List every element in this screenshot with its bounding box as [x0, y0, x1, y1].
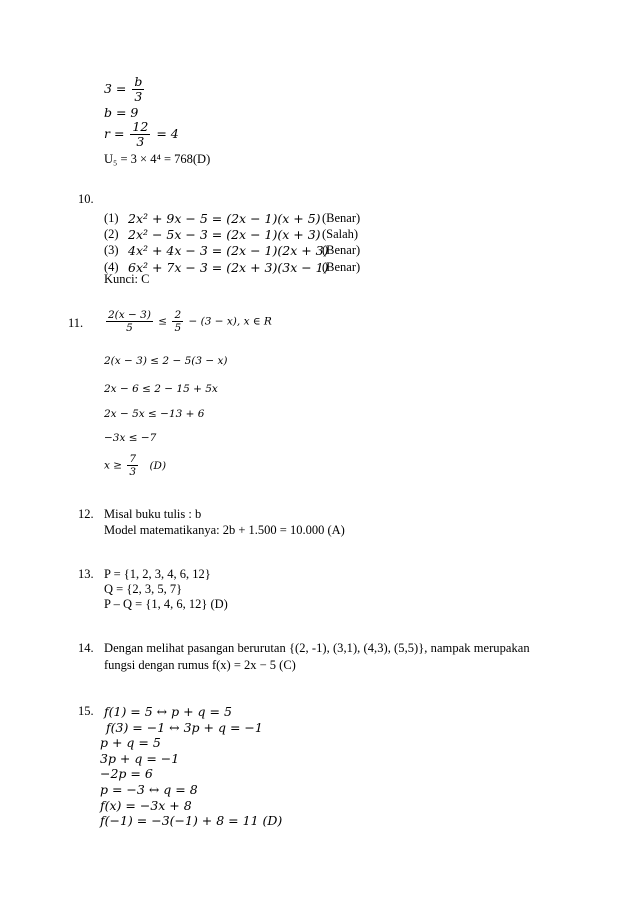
s10-item-label: (1)	[104, 211, 119, 225]
s9-l3-rhs: = 4	[156, 126, 179, 141]
s10-kunci: Kunci: C	[104, 272, 150, 286]
s11-line-5: −3x ≤ −7	[104, 432, 157, 444]
s11-l6-fraction	[127, 453, 138, 478]
s11-l1-relation: ≤	[158, 315, 168, 328]
s14-number: 14.	[78, 641, 94, 655]
s10-item-equation: 6x² + 7x − 3 = (2x + 3)(3x − 1)	[128, 259, 329, 275]
s9-l1-numerator: b	[134, 74, 143, 89]
s14-line-1: Dengan melihat pasangan berurutan {(2, -1), (3,1), (4,3), (5,5)}, nampak merupakan	[104, 641, 530, 655]
s10-number: 10.	[78, 192, 94, 206]
s15-line: f(1) = 5 ↔ p + q = 5	[104, 704, 232, 719]
s11-l1-rest: − (3 − x), x ∈ R	[188, 315, 272, 328]
s9-l3-numerator: 12	[132, 119, 149, 134]
s11-l1-denominator-b: 5	[174, 322, 182, 334]
s11-l1-fraction-a	[106, 309, 153, 334]
s11-l6-answer: (D)	[149, 459, 167, 472]
s10-item-equation: 4x² + 4x − 3 = (2x − 1)(2x + 3)	[128, 243, 329, 259]
s9-line-3	[104, 120, 179, 149]
s12-line-1: Misal buku tulis : b	[104, 507, 202, 521]
s11-l1-numerator-b: 2	[174, 309, 182, 321]
s11-line-4: 2x − 5x ≤ −13 + 6	[104, 408, 205, 420]
s10-item-label: (3)	[104, 243, 119, 258]
s15-number: 15.	[78, 704, 94, 718]
s15-line: p = −3 ↔ q = 8	[100, 782, 198, 797]
s10-item-label: (4)	[104, 259, 119, 274]
s10-item-status: (Benar)	[322, 211, 361, 225]
s9-line-1	[104, 75, 146, 104]
s10-item-status: (Salah)	[322, 227, 359, 242]
s11-l6-lhs: x ≥	[104, 459, 123, 472]
s15-line: f(3) = −1 ↔ 3p + q = −1	[106, 719, 263, 735]
s11-l1-fraction-b	[172, 309, 183, 334]
s11-l6-denominator: 3	[129, 466, 137, 478]
s11-line-2: 2(x − 3) ≤ 2 − 5(3 − x)	[104, 355, 228, 367]
s9-l1-lhs: 3 =	[104, 81, 127, 96]
s9-l3-lhs: r =	[104, 126, 125, 141]
s11-line-1	[104, 309, 272, 334]
s15-line: f(−1) = −3(−1) + 8 = 11 (D)	[100, 813, 283, 829]
s14-line-2: fungsi dengan rumus f(x) = 2x − 5 (C)	[104, 658, 296, 672]
s13-number: 13.	[78, 567, 94, 581]
s10-item-equation: 2x² + 9x − 5 = (2x − 1)(x + 5)	[128, 211, 321, 226]
s15-line: 3p + q = −1	[100, 750, 180, 766]
s9-l3-fraction	[130, 120, 150, 149]
s11-line-6	[104, 453, 166, 478]
s13-line-2: Q = {2, 3, 5, 7}	[104, 582, 183, 596]
s13-line-3: P – Q = {1, 4, 6, 12} (D)	[104, 597, 228, 611]
s9-l1-denominator: 3	[134, 89, 143, 104]
s11-l1-numerator-a: 2(x − 3)	[108, 309, 151, 321]
s15-line: f(x) = −3x + 8	[100, 797, 192, 813]
s11-number: 11.	[68, 316, 84, 330]
s11-l6-numerator: 7	[129, 453, 137, 465]
s15-line: −2p = 6	[100, 766, 153, 782]
s10-item-status: (Benar)	[322, 259, 361, 274]
s10-item-label: (2)	[104, 227, 119, 242]
s12-number: 12.	[78, 507, 94, 521]
s9-line-4: U₅ = 3 × 4⁴ = 768(D)	[104, 152, 211, 166]
s13-line-1: P = {1, 2, 3, 4, 6, 12}	[104, 567, 211, 581]
s11-l1-denominator-a: 5	[126, 322, 133, 334]
s15-line: p + q = 5	[100, 735, 161, 751]
s9-line-2: b = 9	[104, 105, 139, 120]
s10-item-equation: 2x² − 5x − 3 = (2x − 1)(x + 3)	[128, 227, 321, 243]
s9-l1-fraction	[132, 75, 144, 104]
s9-l3-denominator: 3	[136, 134, 145, 149]
s11-line-3: 2x − 6 ≤ 2 − 15 + 5x	[104, 383, 218, 395]
s10-item-status: (Benar)	[322, 243, 361, 258]
s12-line-2: Model matematikanya: 2b + 1.500 = 10.000 (A)	[104, 523, 345, 537]
